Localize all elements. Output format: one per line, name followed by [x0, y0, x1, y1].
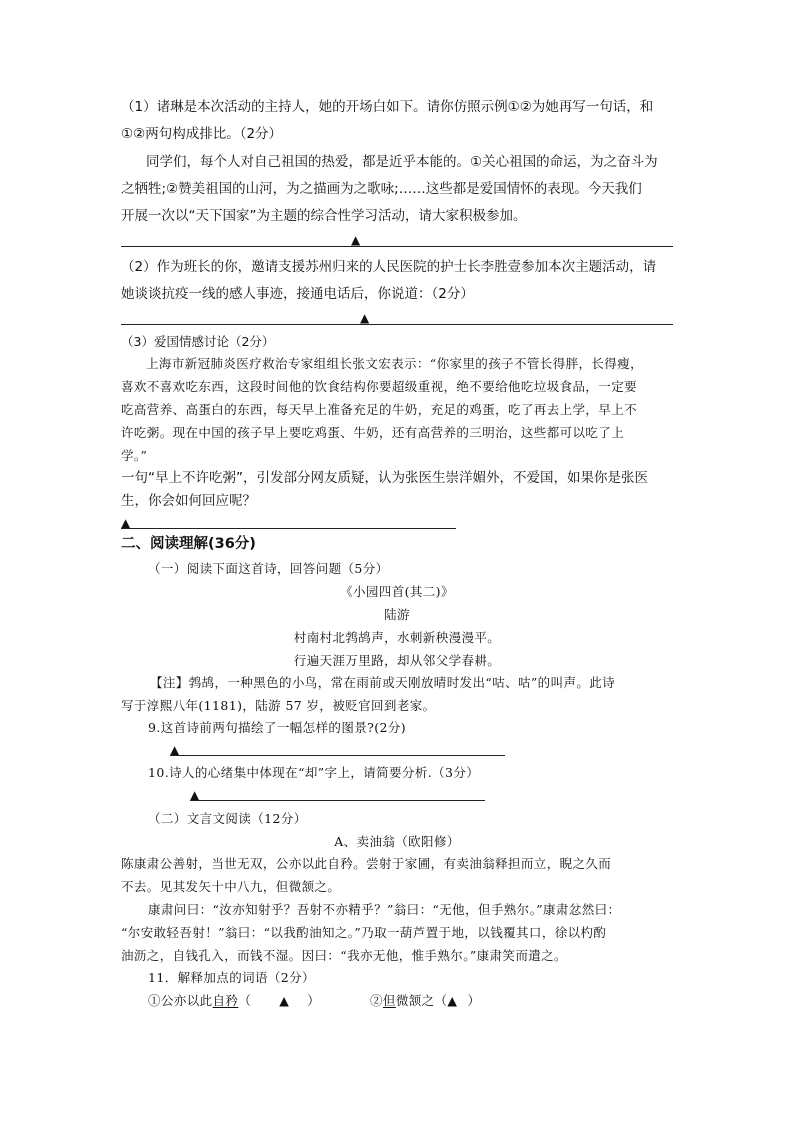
answer-line-q10[interactable] [190, 800, 485, 801]
question-11: 11．解释加点的词语（2分） [148, 970, 315, 985]
q3-quote-line2: 喜欢不喜欢吃东西，这段时间他的饮食结构你要超级重视，绝不要给他吃垃圾食品，一定要 [121, 379, 638, 394]
q1-paragraph-line3: 开展一次以“天下国家”为主题的综合性学习活动，请大家积极参加。 [121, 208, 527, 224]
part2-heading: （二）文言文阅读（12分） [148, 811, 307, 826]
answer-marker[interactable]: ▲ [447, 993, 458, 1008]
q2-line1: （2）作为班长的你，邀请支援苏州归来的人民医院的护士长李胜壹参加本次主题活动，请 [121, 259, 657, 275]
answer-marker[interactable]: ▲ [279, 993, 290, 1008]
answer-marker: ▲ [121, 516, 131, 530]
q11-item-a-prefix: ①公亦以此 [148, 993, 213, 1008]
classical-text-line2: 不去。见其发矢十中八九，但微颔之。 [121, 879, 341, 894]
q3-quote-line4: 许吃粥。现在中国的孩子早上要吃鸡蛋、牛奶，还有高营养的三明治，这些都可以吃了上 [121, 425, 625, 440]
classical-text-line1: 陈康肃公善射，当世无双，公亦以此自矜。尝射于家圃，有卖油翁释担而立，睨之久而 [121, 856, 612, 871]
poem-note-line1: 【注】鹁鸪，一种黑色的小鸟，常在雨前或天刚放晴时发出“咕、咕”的叫声。此诗 [150, 675, 616, 690]
q11-item-a-word: 自矜 [212, 993, 239, 1008]
poem-line2: 行遍天涯万里路，却从邻父学春耕。 [293, 653, 501, 668]
q3-quote-line1: 上海市新冠肺炎医疗救治专家组组长张文宏表示：“你家里的孩子不管长得胖，长得瘦， [146, 356, 643, 371]
classical-text-title: A、卖油翁（欧阳修） [334, 834, 460, 849]
poem-line1: 村南村北鹁鸪声，水刺新秧漫漫平。 [293, 630, 501, 645]
q3-ask-line2: 生，你会如何回应呢？ [121, 493, 256, 509]
answer-line-q2[interactable] [121, 324, 673, 325]
part1-heading: （一）阅读下面这首诗，回答问题（5分） [148, 561, 389, 576]
q11-item-a-close: ） [307, 993, 321, 1008]
q11-item-b-prefix: ② [370, 993, 383, 1008]
q1-prompt-line1: （1）诸琳是本次活动的主持人，她的开场白如下。请你仿照示例①②为她再写一句话，和 [121, 99, 654, 115]
question-9: 9.这首诗前两句描绘了一幅怎样的图景?(2分) [148, 720, 407, 735]
q1-paragraph-line2: 之牺牲;②赞美祖国的山河，为之描画为之歌咏;……这些都是爱国情怀的表现。今天我们 [121, 181, 642, 197]
q11-item-a [148, 992, 320, 1010]
answer-line-q1[interactable] [121, 246, 673, 247]
q1-paragraph-line1: 同学们，每个人对自己祖国的热爱，都是近乎本能的。①关心祖国的命运，为之奋斗为 [146, 154, 658, 170]
poem-author: 陆游 [384, 607, 410, 622]
section-title: 二、阅读理解(36分) [121, 536, 256, 552]
answer-marker: ▲ [190, 788, 200, 802]
q11-item-b-close: ） [467, 993, 481, 1008]
q2-line2: 她谈谈抗疫一线的感人事迹，接通电话后，你说道：（2分） [121, 286, 474, 302]
q1-prompt-line2: ①②两句构成排比。（2分） [121, 126, 283, 142]
q11-item-b-mid: 微颔之（ [395, 993, 448, 1008]
poem-note-line2: 写于淳熙八年(1181)，陆游 57 岁，被贬官回到老家。 [121, 698, 436, 713]
classical-text-line5: 油沥之，自钱孔入，而钱不湿。因曰：“我亦无他，惟手熟尔。”康肃笑而遣之。 [121, 948, 567, 963]
answer-line-q3[interactable] [121, 528, 456, 529]
q3-quote-line3: 吃高营养、高蛋白的东西，每天早上准备充足的牛奶，充足的鸡蛋，吃了再去上学，早上不 [121, 402, 638, 417]
question-10: 10.诗人的心绪集中体现在“却”字上，请简要分析.（3分） [148, 765, 480, 780]
classical-text-line4: “尔安敢轻吾射！”翁曰：“以我酌油知之。”乃取一葫芦置于地，以钱覆其口，徐以杓酌 [121, 925, 607, 940]
poem-title: 《小园四首(其二)》 [340, 584, 454, 599]
q11-item-b [370, 992, 480, 1010]
classical-text-line3: 康肃问曰：“汝亦知射乎？吾射不亦精乎？”翁曰：“无他，但手熟尔。”康肃忿然曰： [148, 902, 621, 917]
q3-heading: （3）爱国情感讨论（2分） [121, 334, 275, 349]
q11-item-b-word: 但 [382, 993, 396, 1008]
q3-quote-line5: 学。” [121, 448, 148, 463]
q3-ask-line1: 一句“早上不许吃粥”，引发部分网友质疑，认为张医生崇洋媚外，不爱国，如果你是张医 [121, 470, 648, 486]
answer-marker: ▲ [170, 743, 180, 757]
answer-line-q9[interactable] [170, 755, 505, 756]
answer-marker: ▲ [360, 311, 370, 325]
answer-marker: ▲ [351, 233, 361, 247]
q11-item-a-open: （ [238, 993, 252, 1008]
